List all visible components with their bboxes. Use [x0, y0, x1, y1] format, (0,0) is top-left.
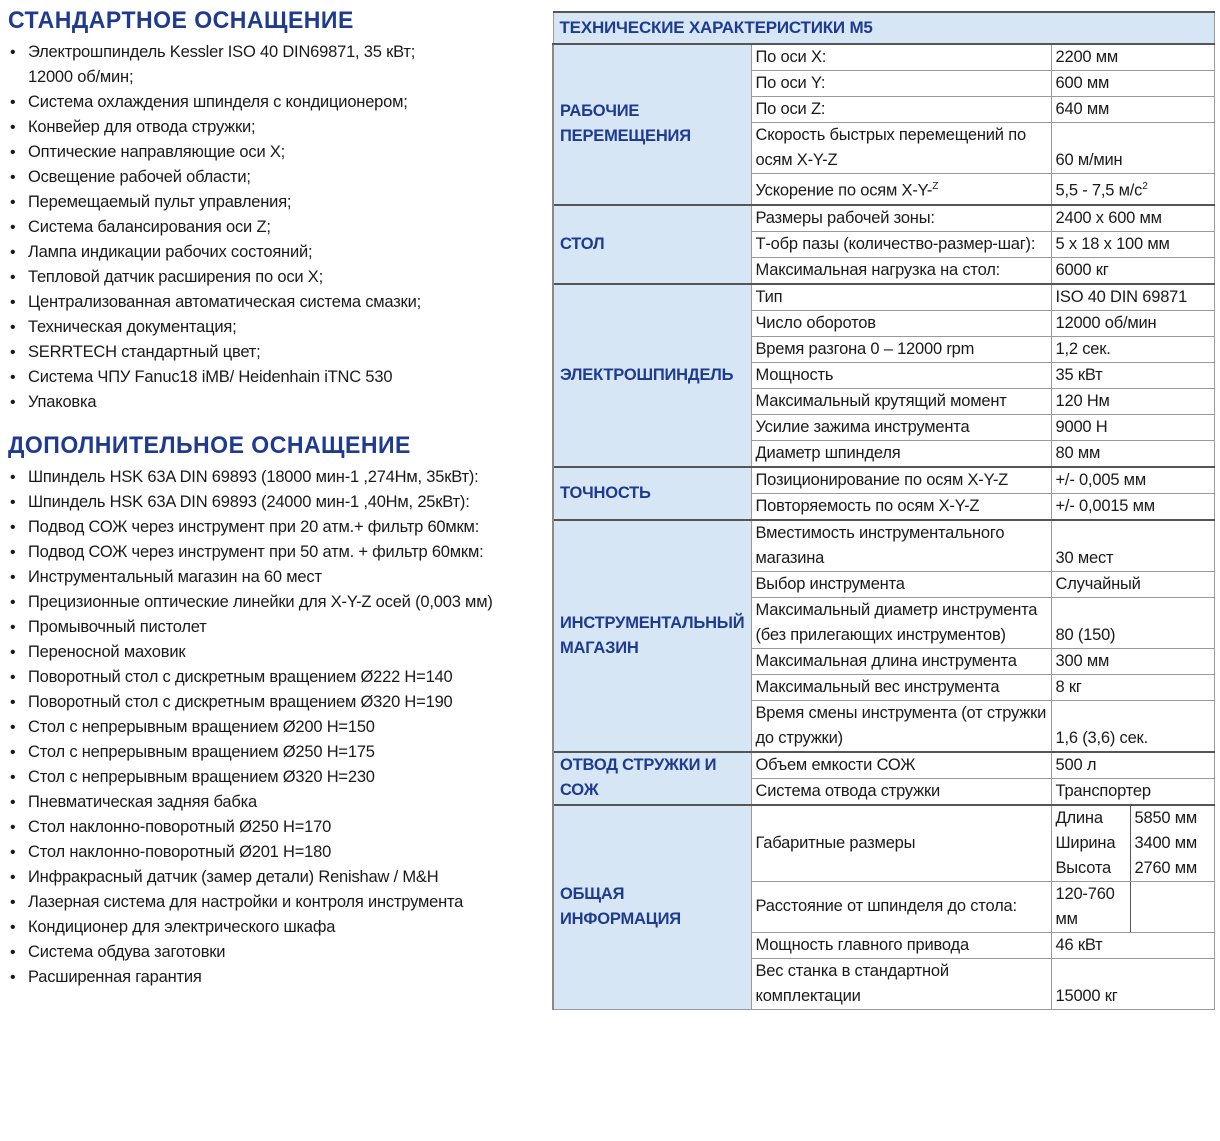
- value-cell: ISO 40 DIN 69871: [1051, 284, 1214, 311]
- empty-cell: [1130, 882, 1214, 932]
- dims-row: [1052, 831, 1214, 856]
- param-cell: Время смены инструмента (от стружки до стружки): [751, 700, 1051, 752]
- value-cell: 46 кВт: [1051, 932, 1214, 958]
- group-label: ОТВОД СТРУЖКИ И СОЖ: [553, 752, 751, 805]
- dims-cell: [1051, 805, 1214, 882]
- param-cell: Максимальный вес инструмента: [751, 674, 1051, 700]
- value-cell: 1,6 (3,6) сек.: [1051, 700, 1214, 752]
- list-item: • Шпиндель HSK 63A DIN 69893 (24000 мин-1 ,40Нм, 25кВт):: [8, 490, 543, 515]
- param-cell: Максимальный диаметр инструмента (без прилегающих инструментов): [751, 597, 1051, 648]
- param-cell: Выбор инструмента: [751, 571, 1051, 597]
- group-label: ОБЩАЯ ИНФОРМАЦИЯ: [553, 805, 751, 1010]
- list-item: • Стол с непрерывным вращением Ø320 H=230: [8, 765, 543, 790]
- group-label: ЭЛЕКТРОШПИНДЕЛЬ: [553, 284, 751, 467]
- list-item: • Стол наклонно-поворотный Ø250 H=170: [8, 815, 543, 840]
- value-cell: Случайный: [1051, 571, 1214, 597]
- value-cell: Транспортер: [1051, 778, 1214, 805]
- distance-row: [1052, 882, 1214, 932]
- spec-table: [552, 11, 1215, 1010]
- value-cell: 9000 Н: [1051, 414, 1214, 440]
- list-item: • Лампа индикации рабочих состояний;: [8, 240, 543, 265]
- param-cell: Скорость быстрых перемещений по осям X-Y-Z: [751, 123, 1051, 174]
- param-cell: Максимальный крутящий момент: [751, 388, 1051, 414]
- list-item: • Инструментальный магазин на 60 мест: [8, 565, 543, 590]
- table-row: [553, 44, 1214, 71]
- list-item: • Электрошпиндель Kessler ISO 40 DIN69871, 35 кВт; 12000 об/мин;: [8, 40, 543, 90]
- param-cell: Время разгона 0 – 12000 rpm: [751, 336, 1051, 362]
- accel-label: Ускорение по осям X-Y-: [755, 181, 933, 200]
- list-item: • Техническая документация;: [8, 315, 543, 340]
- param-cell: По оси Y:: [751, 71, 1051, 97]
- list-item: • Стол с непрерывным вращением Ø200 H=150: [8, 715, 543, 740]
- list-item: • Упаковка: [8, 390, 543, 415]
- param-cell: Размеры рабочей зоны:: [751, 205, 1051, 232]
- list-item: • Оптические направляющие оси X;: [8, 140, 543, 165]
- list-item: • Система обдува заготовки: [8, 940, 543, 965]
- value-cell: 15000 кг: [1051, 958, 1214, 1009]
- value-cell: 30 мест: [1051, 520, 1214, 572]
- list-item: • Переносной маховик: [8, 640, 543, 665]
- param-cell: Диаметр шпинделя: [751, 440, 1051, 467]
- param-cell: Расстояние от шпинделя до стола:: [751, 881, 1051, 932]
- param-cell: Число оборотов: [751, 310, 1051, 336]
- accel-value: 5,5 - 7,5 м/с: [1055, 181, 1143, 200]
- group-label: ТОЧНОСТЬ: [553, 467, 751, 520]
- list-item: • Шпиндель HSK 63A DIN 69893 (18000 мин-1 ,274Нм, 35кВт):: [8, 465, 543, 490]
- accel-superscript: Z: [932, 181, 939, 192]
- value-cell: 2200 мм: [1051, 44, 1214, 71]
- param-cell: Вес станка в стандартной комплектации: [751, 958, 1051, 1009]
- param-cell: Максимальная длина инструмента: [751, 648, 1051, 674]
- dims-value: 3400 мм: [1134, 833, 1198, 852]
- dims-value: 2760 мм: [1134, 858, 1198, 877]
- list-item: • Поворотный стол с дискретным вращением Ø320 H=190: [8, 690, 543, 715]
- list-item: • Поворотный стол с дискретным вращением Ø222 H=140: [8, 665, 543, 690]
- list-item: • Система балансирования оси Z;: [8, 215, 543, 240]
- equipment-column: [8, 6, 543, 990]
- param-cell: Повторяемость по осям X-Y-Z: [751, 493, 1051, 520]
- value-cell: 2400 x 600 мм: [1051, 205, 1214, 232]
- list-item: • Инфракрасный датчик (замер детали) Renishaw / M&H: [8, 865, 543, 890]
- value-cell: 120 Нм: [1051, 388, 1214, 414]
- value-cell: +/- 0,005 мм: [1051, 467, 1214, 494]
- value-cell: 60 м/мин: [1051, 123, 1214, 174]
- table-row: [553, 205, 1214, 232]
- list-item: • Централизованная автоматическая система смазки;: [8, 290, 543, 315]
- table-row: [553, 284, 1214, 311]
- group-label: СТОЛ: [553, 205, 751, 284]
- list-item: • Стол с непрерывным вращением Ø250 H=175: [8, 740, 543, 765]
- value-cell: 80 (150): [1051, 597, 1214, 648]
- list-item: • Подвод СОЖ через инструмент при 20 атм.+ фильтр 60мкм:: [8, 515, 543, 540]
- list-item: • Прецизионные оптические линейки для X-Y-Z осей (0,003 мм): [8, 590, 543, 615]
- table-row: [553, 520, 1214, 572]
- value-cell: 300 мм: [1051, 648, 1214, 674]
- param-cell: [751, 174, 1051, 205]
- table-row: [553, 752, 1214, 779]
- list-item: • Подвод СОЖ через инструмент при 50 атм. + фильтр 60мкм:: [8, 540, 543, 565]
- standard-heading: СТАНДАРТНОЕ ОСНАЩЕНИЕ: [8, 7, 354, 34]
- standard-list: [8, 40, 543, 415]
- dims-row: [1052, 806, 1214, 831]
- list-item: • Кондиционер для электрического шкафа: [8, 915, 543, 940]
- additional-heading: ДОПОЛНИТЕЛЬНОЕ ОСНАЩЕНИЕ: [8, 432, 411, 459]
- table-row: [553, 805, 1214, 882]
- param-cell: Мощность главного привода: [751, 932, 1051, 958]
- value-cell: 35 кВт: [1051, 362, 1214, 388]
- table-row: [553, 467, 1214, 494]
- dims-table: [1052, 806, 1214, 881]
- list-item: • SERRTECH стандартный цвет;: [8, 340, 543, 365]
- param-cell: По оси Z:: [751, 97, 1051, 123]
- dims-row: [1052, 856, 1214, 881]
- list-item: • Перемещаемый пульт управления;: [8, 190, 543, 215]
- list-item: • Система охлаждения шпинделя с кондиционером;: [8, 90, 543, 115]
- value-cell: 5 x 18 x 100 мм: [1051, 231, 1214, 257]
- list-item: • Система ЧПУ Fanuc18 iMB/ Heidenhain iTNC 530: [8, 365, 543, 390]
- list-item: • Освещение рабочей области;: [8, 165, 543, 190]
- value-cell: +/- 0,0015 мм: [1051, 493, 1214, 520]
- value-cell: 6000 кг: [1051, 257, 1214, 284]
- param-cell: Система отвода стружки: [751, 778, 1051, 805]
- param-cell: По оси X:: [751, 44, 1051, 71]
- value-cell: 12000 об/мин: [1051, 310, 1214, 336]
- param-cell: Объем емкости СОЖ: [751, 752, 1051, 779]
- value-cell: [1051, 881, 1214, 932]
- param-cell: Вместимость инструментального магазина: [751, 520, 1051, 572]
- param-cell: Т-обр пазы (количество-размер-шаг):: [751, 231, 1051, 257]
- value-cell: 500 л: [1051, 752, 1214, 779]
- dims-value: 5850 мм: [1134, 808, 1198, 827]
- additional-list: [8, 465, 543, 990]
- distance-value: 120-760 мм: [1052, 882, 1131, 932]
- list-item: • Пневматическая задняя бабка: [8, 790, 543, 815]
- param-cell: Габаритные размеры: [751, 805, 1051, 882]
- accel-unit-superscript: 2: [1142, 181, 1148, 192]
- group-label: ИНСТРУМЕНТАЛЬНЫЙ МАГАЗИН: [553, 520, 751, 752]
- value-cell: [1051, 174, 1214, 205]
- value-cell: 80 мм: [1051, 440, 1214, 467]
- param-cell: Тип: [751, 284, 1051, 311]
- value-cell: 640 мм: [1051, 97, 1214, 123]
- param-cell: Усилие зажима инструмента: [751, 414, 1051, 440]
- spec-table-title: ТЕХНИЧЕСКИЕ ХАРАКТЕРИСТИКИ M5: [553, 12, 1214, 44]
- dims-label: Длина: [1052, 806, 1131, 831]
- list-item: • Расширенная гарантия: [8, 965, 543, 990]
- value-cell: 8 кг: [1051, 674, 1214, 700]
- list-item: • Тепловой датчик расширения по оси X;: [8, 265, 543, 290]
- group-label: РАБОЧИЕ ПЕРЕМЕЩЕНИЯ: [553, 44, 751, 205]
- dims-label: Ширина: [1052, 831, 1131, 856]
- param-cell: Мощность: [751, 362, 1051, 388]
- list-item: • Лазерная система для настройки и контроля инструмента: [8, 890, 543, 915]
- dims-label: Высота: [1052, 856, 1131, 881]
- list-item: • Стол наклонно-поворотный Ø201 H=180: [8, 840, 543, 865]
- param-cell: Позиционирование по осям X-Y-Z: [751, 467, 1051, 494]
- list-item: • Промывочный пистолет: [8, 615, 543, 640]
- param-cell: Максимальная нагрузка на стол:: [751, 257, 1051, 284]
- value-cell: 600 мм: [1051, 71, 1214, 97]
- value-cell: 1,2 сек.: [1051, 336, 1214, 362]
- distance-subtable: [1052, 882, 1214, 932]
- list-item: • Конвейер для отвода стружки;: [8, 115, 543, 140]
